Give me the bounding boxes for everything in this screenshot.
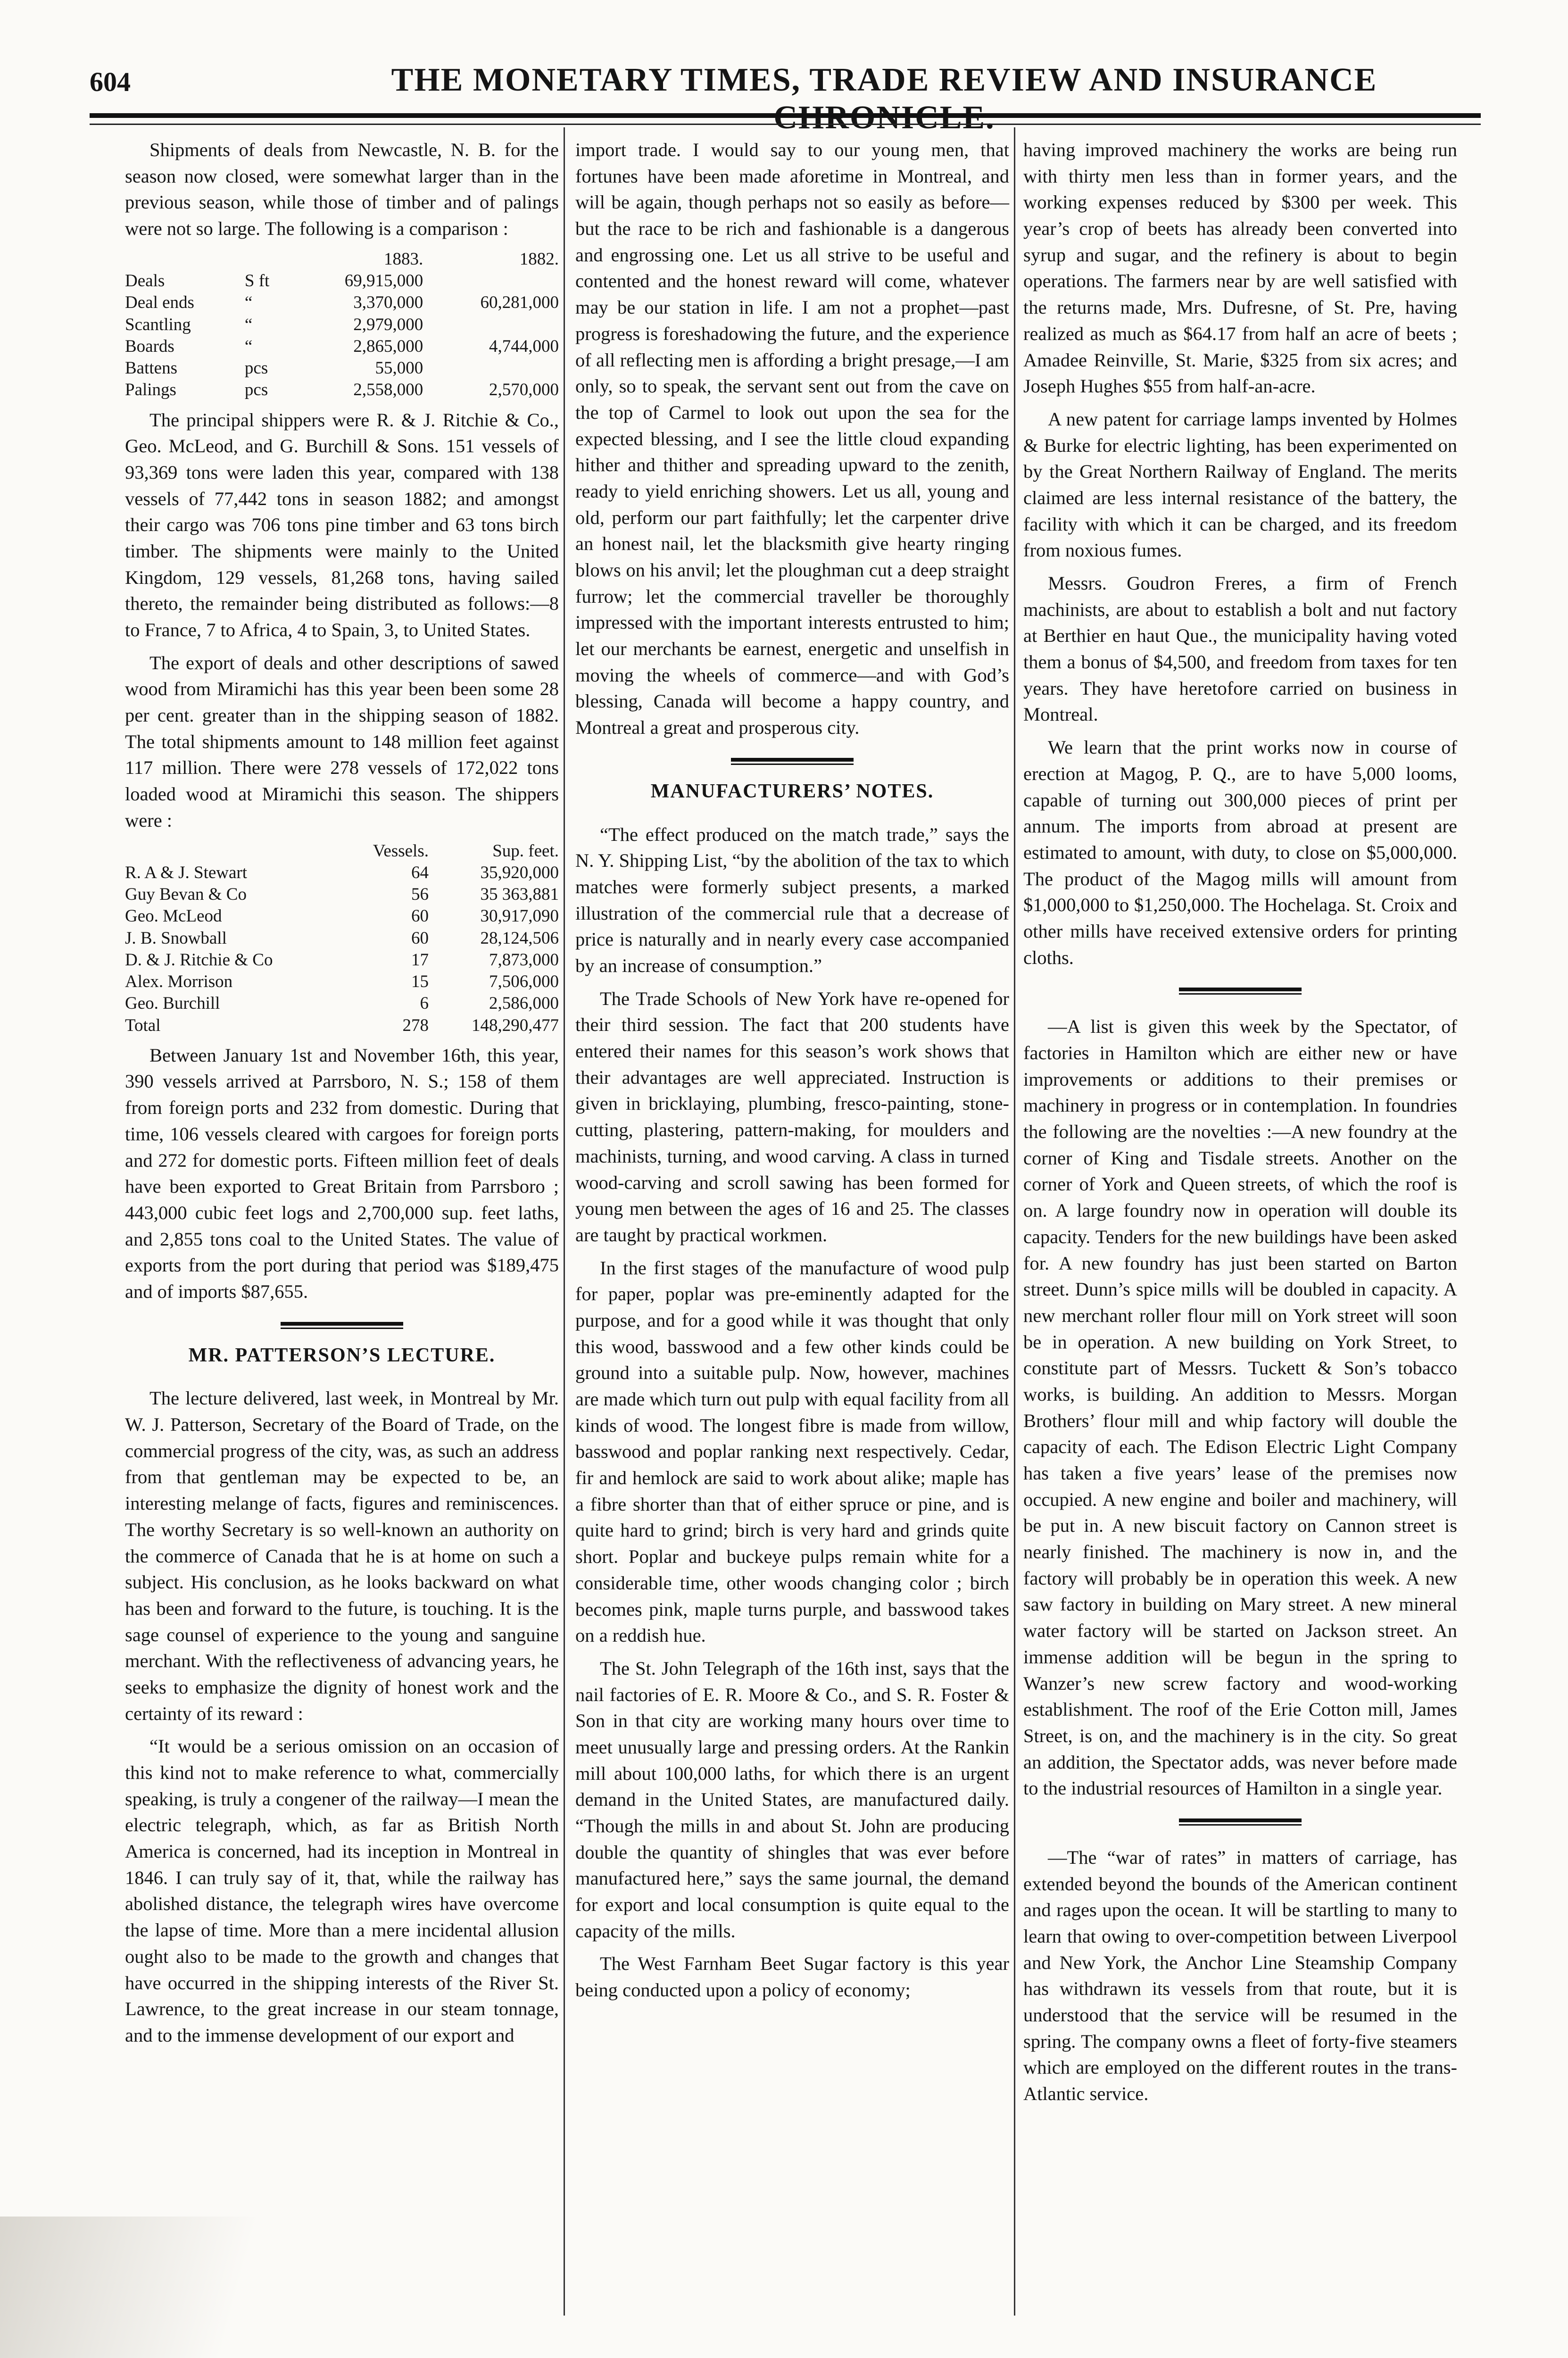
table-row: [125, 379, 559, 401]
header-rule-thin: [90, 124, 1481, 125]
sup-feet: 30,917,090: [480, 906, 559, 926]
row-label: Deal ends: [125, 293, 194, 313]
row-unit: S ft: [244, 271, 270, 291]
table-row: [125, 971, 559, 993]
miramichi-shippers-table: [125, 840, 559, 1037]
paragraph: —A list is given this week by the Spectator, of factories in Hamilton which are either new or have improvements or additions to their premises or machinery in progress or in contemplation. In foundries the following are the novelties :—A new foundry at the corner of King and Tisdale streets. Another on the corner of York and Queen streets, of which the roof is on. A large foundry now in operation will double its capacity. Tenders for the new buildings have been asked for. A new foundry has just been started on Barton street. Dunn’s spice mills will be doubled in capacity. A new merchant roller flour mill on York street will soon be in operation. A new building on York Street, to constitute part of Messrs. Tuckett & Son’s tobacco works, is building. An addition to Messrs. Morgan Brothers’ flour mill and whip factory will double the capacity of each. The Edison Electric Light Company has taken a five years’ lease of the premises now occupied. A new engine and boiler and machinery, will be put in. A new biscuit factory on Cannon street is nearly finished. The machinery is now in, and the factory will probably be in operation this week. A new saw factory in building on Mary street. A new mineral water factory will be started on Jackson street. An immense addition will be begun in the spring to Wanzer’s new screw factory and wood-working establishment. The roof of the Erie Cotton mill, James Street, is on, and the machinery is in the city. So great an addition, the Spectator adds, was never before made to the industrial resources of Hamilton in a single year.: [1023, 1016, 1457, 1799]
column-3: [1023, 137, 1457, 2330]
header-rule-thick: [90, 113, 1481, 118]
sup-feet: 7,506,000: [489, 972, 559, 991]
paragraph: In the first stages of the manufacture of wood pulp for paper, poplar was pre-eminently adapted for the purpose, and for a good while it was thought that only this wood, basswood and a few other kinds could be ground into a suitable pulp. Now, however, machines are made which turn out pulp with equal facility from all kinds of wood. The longest fibre is made from willow, basswood and poplar ranking next respectively. Cedar, fir and hemlock are said to work about alike; maple has a fibre shorter than that of either spruce or pine, and is quite hard to grind; birch is very hard and grinds quite short. Poplar and buckeye pulps remain white for a considerable time, other woods changing color ; birch becomes pink, maple turns purple, and basswood takes on a reddish hue.: [575, 1257, 1009, 1646]
vessel-count: 60: [411, 928, 429, 948]
paragraph: The St. John Telegraph of the 16th inst, says that the nail factories of E. R. Moore & Co., and S. R. Foster & Son in that city are working many hours over time to meet unusually large and pressing orders. At the Rankin mill about 100,000 laths, for which there is an urgent demand in the United States, are manufactured daily. “Though the mills in and about St. John are producing double the quantity of shingles that was ever before manufactured here,” says the same journal, the demand for export and local consumption is quite equal to the capacity of the mills.: [575, 1657, 1009, 1942]
vessel-count: 64: [411, 863, 429, 882]
value-1882: 60,281,000: [480, 293, 559, 313]
spacer: [1023, 1826, 1457, 1844]
row-label: Deals: [125, 271, 165, 291]
table-row: [125, 993, 559, 1014]
paragraph: We learn that the print works now in course of erection at Magog, P. Q., are to have 5,000 looms, capable of turning out 300,000 pieces of print per annum. The imports from abroad at present are estimated to amount, with duty, to close on $5,000,000. The product of the Magog mills will amount from $1,000,000 to $1,250,000. The Hochelaga. St. Croix and other mills have received extensive orders for printing cloths.: [1023, 737, 1457, 968]
paragraph: “It would be a serious omission on an occasion of this kind not to make reference to what, commercially speaking, is truly a congener of the railway—I mean the electric telegraph, which, as far as British North America is concerned, had its inception in Montreal in 1846. I can truly say of it, that, while the railway has abolished distance, the telegraph wires have overcome the lapse of time. More than a mere incidental allusion ought also to be made to the growth and changes that have occurred in the shipping interests of the River St. Lawrence, to the great increase in our steam tonnage, and to the immense development of our export and: [125, 1735, 559, 2046]
section-rule: [281, 1322, 403, 1326]
section-rule-thin: [731, 764, 854, 765]
column-header: Vessels.: [373, 841, 429, 861]
value-1882: 2,570,000: [489, 380, 559, 400]
vessel-count: 56: [411, 885, 429, 904]
sup-feet: 35 363,881: [480, 885, 559, 904]
column-header: Sup. feet.: [492, 841, 559, 861]
value-1883: 3,370,000: [353, 293, 423, 313]
value-1882: [423, 314, 559, 336]
paragraph: A new patent for carriage lamps invented by Holmes & Burke for electric lighting, has been experimented on by the Great Northern Railway of England. The merits claimed are less internal resistance of the battery, the facility with which it can be charged, and its freedom from noxious fumes.: [1023, 408, 1457, 561]
section-rule-thin: [281, 1328, 403, 1329]
column-2: [575, 137, 1009, 2330]
table-row: [125, 949, 559, 971]
column-divider-1: [564, 127, 565, 2316]
table-row: [125, 314, 559, 336]
table-row: [125, 884, 559, 905]
paragraph: Between January 1st and November 16th, this year, 390 vessels arrived at Parrsboro, N. S.; 158 of them from foreign ports and 232 from domestic. During that time, 106 vessels cleared with cargoes for foreign ports and 272 for domestic ports. Fifteen million feet of deals have been exported to Great Britain from Parrsboro ; 443,000 cubic feet logs and 2,700,000 sup. feet laths, and 2,855 tons coal to the United States. The value of exports from the port during that period was $189,475 and of imports $87,655.: [125, 1044, 559, 1302]
section-rule: [1179, 1818, 1302, 1822]
paragraph: The West Farnham Beet Sugar factory is this year being conducted upon a policy of economy;: [575, 1953, 1009, 2001]
table-row: [125, 928, 559, 949]
vessel-count: 17: [411, 950, 429, 970]
table-row: [125, 905, 559, 927]
column-header: 1883.: [383, 249, 423, 269]
column-divider-2: [1014, 127, 1015, 2316]
shipper-name: Geo. Burchill: [125, 994, 220, 1013]
value-1883: 2,979,000: [353, 315, 423, 334]
spacer: [1023, 995, 1457, 1013]
sup-feet: 2,586,000: [489, 994, 559, 1013]
page-header: [90, 57, 1481, 113]
row-label: Palings: [125, 380, 176, 400]
section-heading: MR. PATTERSON’S LECTURE.: [188, 1344, 496, 1366]
paragraph: Shipments of deals from Newcastle, N. B. for the season now closed, were somewhat larger than in the previous season, while those of timber and of palings were not so large. The following is a comparison :: [125, 139, 559, 240]
sup-feet: 7,873,000: [489, 950, 559, 970]
shipper-name: J. B. Snowball: [125, 928, 227, 948]
paragraph: “The effect produced on the match trade,” says the N. Y. Shipping List, “by the abolition of the tax to which matches were formerly subject presents, a marked illustration of the commercial rule that a decrease of price is naturally and in nearly every case accompanied by an increase of consumption.”: [575, 823, 1009, 976]
page-number: 604: [90, 66, 131, 97]
row-unit: “: [244, 293, 253, 313]
shipper-name: Guy Bevan & Co: [125, 885, 247, 904]
shipper-name: Alex. Morrison: [125, 972, 233, 991]
row-unit: pcs: [244, 358, 268, 378]
vessel-count: 15: [411, 972, 429, 991]
row-label: Boards: [125, 336, 174, 356]
row-label: Scantling: [125, 315, 191, 334]
section-heading: MANUFACTURERS’ NOTES.: [650, 780, 934, 802]
table-row: [125, 292, 559, 314]
table-row: [125, 336, 559, 357]
paragraph: The Trade Schools of New York have re-opened for their third session. The fact that 200 students have entered their names for this season’s work shows that their advantages are well appreciated. Instruction is given in bricklaying, plumbing, fresco-painting, stone-cutting, plastering, pattern-making, for moulders and machinists, turning, and wood carving. A class in turned wood-carving and scroll sawing has been formed for young men between the ages of 16 and 25. The classes are taught by practical workmen.: [575, 988, 1009, 1245]
paragraph: Messrs. Goudron Freres, a firm of French machinists, are about to establish a bolt and nut factory at Berthier en haut Que., the municipality having voted them a bonus of $4,500, and freedom from taxes for ten years. They have heretofore carried on business in Montreal.: [1023, 573, 1457, 725]
total-row: [125, 1015, 559, 1037]
value-1882: 4,744,000: [489, 336, 559, 356]
shipper-name: D. & J. Ritchie & Co: [125, 950, 273, 970]
newcastle-shipments-table: [125, 249, 559, 401]
vessel-count: 60: [411, 906, 429, 926]
column-header: 1882.: [519, 249, 559, 269]
shipper-name: Geo. McLeod: [125, 906, 222, 926]
row-unit: “: [244, 315, 253, 334]
row-unit: pcs: [244, 380, 268, 400]
paragraph: The lecture delivered, last week, in Montreal by Mr. W. J. Patterson, Secretary of the Board of Trade, on the commercial progress of the city, was, as such an address from that gentleman may be expected to be, an interesting melange of facts, figures and reminiscences. The worthy Secretary is so well-known an authority on the commerce of Canada that he is at home on such a subject. His conclusion, as he looks backward on what has been and forward to the future, is touching. It is the sage counsel of experience to the young and sanguine merchant. With the reflectiveness of advancing years, he seeks to emphasize the dignity of honest work and the certainty of its reward :: [125, 1387, 559, 1724]
total-vessels: 278: [402, 1015, 429, 1035]
value-1883: 2,558,000: [353, 380, 423, 400]
masthead: THE MONETARY TIMES, TRADE REVIEW AND INSURANCE: [391, 62, 1377, 98]
row-unit: “: [244, 336, 253, 356]
scan-artifact: [0, 2217, 330, 2358]
paragraph: having improved machinery the works are being run with thirty men less than in former years, and the working expenses reduced by $300 per week. This year’s crop of beets has already been converted into syrup and sugar, and the refinery is about to begin operations. The farmers near by are well satisfied with the returns made, Mrs. Dufresne, of St. Pre, having realized as much as $64.17 from half an acre of beets ; Amadee Reinville, St. Marie, $325 from six acres; and Joseph Hughes $55 from half-an-acre.: [1023, 139, 1457, 397]
table-row: [125, 270, 559, 292]
section-rule: [1179, 988, 1302, 991]
section-rule: [731, 758, 854, 762]
table-row: [125, 862, 559, 884]
paragraph: import trade. I would say to our young men, that fortunes have been made aforetime in Montreal, and will be again, though perhaps not so easily as before—but the race to be rich and fashionable is a dangerous and engrossing one. Let us all strive to be useful and contented and the honest reward will come, whatever may be our station in life. I am not a prophet—past progress is foreshadowing the future, and the experience of all reflecting men is affording a bright presage,—I am only, so to speak, the servant sent out from the cave on the top of Carmel to look out upon the sea for the expected blessing, and I see the little cloud expanding hither and thither and spreading upward to the zenith, ready to yield enriching showers. Let us all, young and old, perform our part faithfully; let the carpenter drive an honest nail, let the blacksmith give hearty ringing blows on his anvil; let the ploughman cut a deep straight furrow; let the commercial traveller be thoroughly impressed with the important interests entrusted to him; let our merchants be earnest, energetic and unselfish in moving the wheels of commerce—and with God’s blessing, Canada will become a happy country, and Montreal a great and prosperous city.: [575, 139, 1009, 739]
value-1883: 2,865,000: [353, 336, 423, 356]
value-1883: 69,915,000: [344, 271, 423, 291]
value-1883: 55,000: [375, 358, 423, 378]
sup-feet: 35,920,000: [480, 863, 559, 882]
value-1882: [423, 357, 559, 379]
column-1: [125, 137, 559, 2330]
table-row: [125, 357, 559, 379]
sup-feet: 28,124,506: [480, 928, 559, 948]
paragraph: The principal shippers were R. & J. Ritchie & Co., Geo. McLeod, and G. Burchill & Sons. 151 vessels of 93,369 tons were laden this year, compared with 138 vessels of 77,442 tons in season 1882; and amongst their cargo was 706 tons pine timber and 63 tons birch timber. The shipments were mainly to the United Kingdom, 129 vessels, 81,268 tons, having sailed thereto, the remainder being distributed as follows:—8 to France, 7 to Africa, 4 to Spain, 3, to United States.: [125, 409, 559, 640]
value-1882: [423, 270, 559, 292]
row-label: Battens: [125, 358, 177, 378]
vessel-count: 6: [420, 994, 429, 1013]
total-label: Total: [125, 1015, 161, 1035]
paragraph: —The “war of rates” in matters of carriage, has extended beyond the bounds of the American continent and rages upon the ocean. It will be startling to many to learn that owing to over-competition between Liverpool and New York, the Anchor Line Steamship Company has withdrawn its vessels from that route, but it is understood that the service will be resumed in the spring. The company owns a fleet of forty-five steamers which are employed on the different routes in the trans-Atlantic service.: [1023, 1846, 1457, 2105]
shipper-name: R. A & J. Stewart: [125, 863, 248, 882]
paragraph: The export of deals and other descriptions of sawed wood from Miramichi has this year been been some 28 per cent. greater than in the shipping season of 1882. The total shipments amount to 148 million feet against 117 million. There were 278 vessels of 172,022 tons loaded wood at Miramichi this season. The shippers were :: [125, 652, 559, 831]
total-feet: 148,290,477: [472, 1015, 559, 1035]
